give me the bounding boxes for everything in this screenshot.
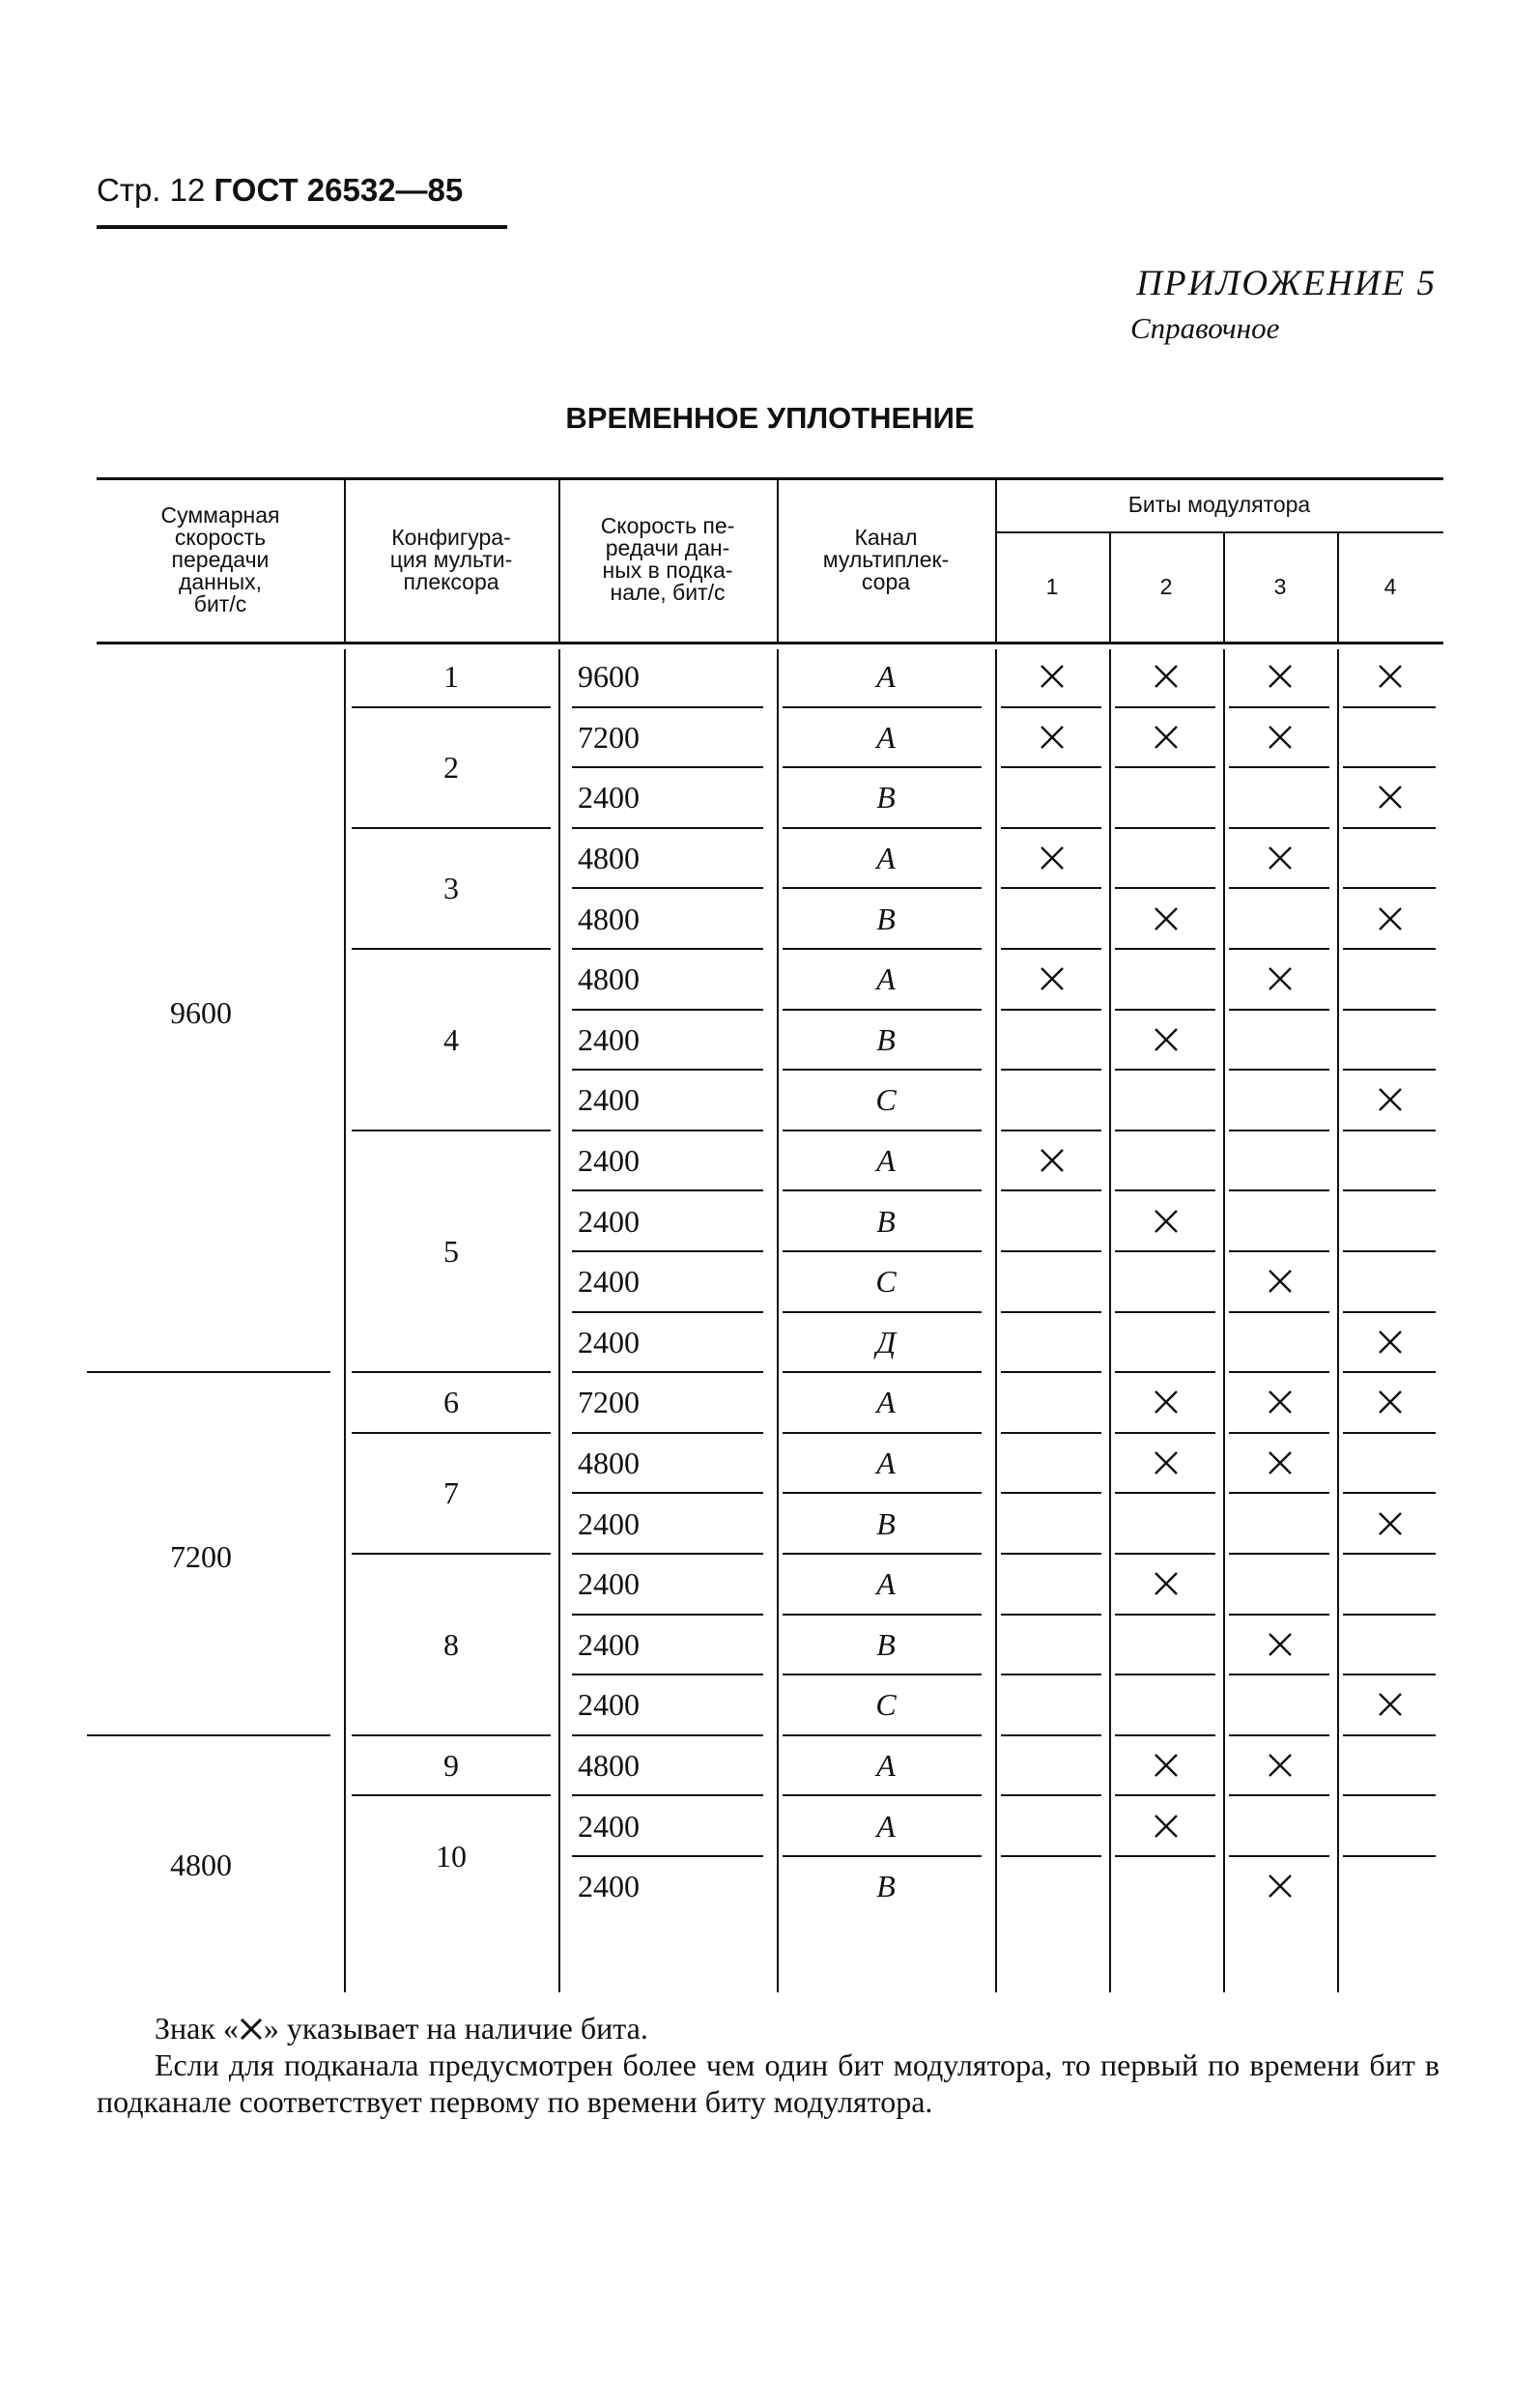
header-total-rate: Суммарная скорость передачи данных, бит/с bbox=[160, 501, 280, 616]
bit-row-rule bbox=[1001, 827, 1101, 829]
bit-row-rule bbox=[1001, 1674, 1101, 1675]
channel-row-rule bbox=[783, 1250, 982, 1252]
channel-cell: В bbox=[876, 1869, 896, 1904]
bit-row-rule bbox=[1115, 1432, 1215, 1434]
bit-row-rule bbox=[1001, 1250, 1101, 1252]
configuration-group-rule bbox=[352, 1130, 551, 1131]
rate-row-rule bbox=[572, 1794, 763, 1796]
channel-cell: А bbox=[876, 1566, 896, 1602]
channel-row-rule bbox=[783, 766, 982, 768]
channel-row-rule bbox=[783, 1069, 982, 1071]
channel-row-rule bbox=[783, 1492, 982, 1494]
bit-row-rule bbox=[1001, 1371, 1101, 1373]
cross-mark-icon bbox=[1223, 1254, 1337, 1309]
subchannel-rate-cell: 2400 bbox=[578, 1143, 640, 1179]
configuration-cell: 8 bbox=[443, 1626, 459, 1662]
rate-row-rule bbox=[572, 1250, 763, 1252]
subchannel-rate-cell: 4800 bbox=[578, 961, 640, 997]
bit-row-rule bbox=[1343, 948, 1436, 950]
subchannel-rate-cell: 4800 bbox=[578, 1748, 640, 1784]
bit-row-rule bbox=[1115, 1855, 1215, 1857]
bit-row-rule bbox=[1343, 1009, 1436, 1011]
subchannel-rate-cell: 2400 bbox=[578, 1566, 640, 1602]
header-configuration: Конфигура- ция мульти- плексора bbox=[389, 524, 513, 594]
bit-row-rule bbox=[1115, 1130, 1215, 1131]
rate-row-rule bbox=[572, 1371, 763, 1373]
cross-mark-icon bbox=[995, 649, 1109, 704]
bit-row-rule bbox=[1115, 827, 1215, 829]
subchannel-rate-cell: 2400 bbox=[578, 1082, 640, 1118]
total-rate-group-rule bbox=[87, 1371, 330, 1373]
channel-row-rule bbox=[783, 1855, 982, 1857]
header-bit-2: 2 bbox=[1159, 573, 1173, 599]
bit-row-rule bbox=[1343, 1734, 1436, 1736]
configuration-group-rule bbox=[352, 1794, 551, 1796]
channel-cell: В bbox=[876, 901, 896, 936]
subchannel-rate-cell: 2400 bbox=[578, 1324, 640, 1359]
header-channel: Канал мультиплек- сора bbox=[822, 524, 950, 594]
page-number: Стр. 12 bbox=[97, 172, 206, 208]
subchannel-rate-cell: 2400 bbox=[578, 1203, 640, 1239]
channel-row-rule bbox=[783, 1674, 982, 1675]
cross-mark-icon bbox=[1223, 1617, 1337, 1673]
configuration-cell: 9 bbox=[443, 1748, 459, 1784]
configuration-group-rule bbox=[352, 948, 551, 950]
subchannel-rate-cell: 9600 bbox=[578, 659, 640, 695]
configuration-group-rule bbox=[352, 706, 551, 708]
cross-mark-icon bbox=[1337, 1315, 1443, 1370]
cross-mark-icon bbox=[1223, 649, 1337, 704]
channel-row-rule bbox=[783, 887, 982, 889]
appendix-type: Справочное bbox=[1130, 311, 1280, 345]
bit-row-rule bbox=[1115, 1069, 1215, 1071]
channel-cell: В bbox=[876, 1626, 896, 1662]
bit-row-rule bbox=[1229, 827, 1329, 829]
bit-row-rule bbox=[1001, 1794, 1101, 1796]
rate-row-rule bbox=[572, 1311, 763, 1313]
header-rule bbox=[97, 225, 507, 229]
cross-mark-icon bbox=[1337, 1375, 1443, 1430]
rate-row-rule bbox=[572, 1130, 763, 1131]
header-bit-3: 3 bbox=[1273, 573, 1287, 599]
cross-mark-icon bbox=[1109, 1557, 1223, 1612]
rate-row-rule bbox=[572, 827, 763, 829]
cross-mark-icon bbox=[1337, 1677, 1443, 1732]
bit-row-rule bbox=[1001, 1130, 1101, 1131]
configuration-group-rule bbox=[352, 1734, 551, 1736]
channel-row-rule bbox=[783, 827, 982, 829]
channel-cell: А bbox=[876, 659, 896, 695]
page-header bbox=[97, 172, 463, 209]
bit-row-rule bbox=[1115, 1371, 1215, 1373]
header-subchannel-rate: Скорость пе- редачи дан- ных в подка- нале, бит/с bbox=[600, 513, 735, 605]
bit-row-rule bbox=[1115, 1311, 1215, 1313]
configuration-cell: 6 bbox=[443, 1385, 459, 1420]
bit-row-rule bbox=[1115, 1674, 1215, 1675]
bit-row-rule bbox=[1343, 1311, 1436, 1313]
bit-row-rule bbox=[1229, 1734, 1329, 1736]
bit-row-rule bbox=[1343, 1855, 1436, 1857]
channel-row-rule bbox=[783, 1794, 982, 1796]
total-rate-cell: 7200 bbox=[170, 1538, 232, 1574]
cross-mark-icon bbox=[1109, 649, 1223, 704]
channel-cell: А bbox=[876, 1143, 896, 1179]
bit-row-rule bbox=[1229, 948, 1329, 950]
configuration-cell: 2 bbox=[443, 750, 459, 786]
channel-row-rule bbox=[783, 1371, 982, 1373]
bit-row-rule bbox=[1343, 887, 1436, 889]
channel-cell: В bbox=[876, 1021, 896, 1057]
bit-row-rule bbox=[1229, 1855, 1329, 1857]
rate-row-rule bbox=[572, 1189, 763, 1191]
configuration-cell: 7 bbox=[443, 1475, 459, 1511]
cross-mark-icon bbox=[1337, 649, 1443, 704]
bit-row-rule bbox=[1115, 766, 1215, 768]
bit-row-rule bbox=[1343, 1371, 1436, 1373]
bit-row-rule bbox=[1115, 706, 1215, 708]
bit-row-rule bbox=[1115, 1734, 1215, 1736]
header-bit-4: 4 bbox=[1383, 573, 1397, 599]
bit-row-rule bbox=[1115, 1614, 1215, 1616]
header-bit-1: 1 bbox=[1045, 573, 1059, 599]
bit-row-rule bbox=[1229, 1614, 1329, 1616]
subchannel-rate-cell: 2400 bbox=[578, 1687, 640, 1723]
bit-row-rule bbox=[1343, 1069, 1436, 1071]
total-rate-cell: 9600 bbox=[170, 994, 232, 1030]
configuration-group-rule bbox=[352, 1371, 551, 1373]
bit-row-rule bbox=[1343, 1794, 1436, 1796]
channel-cell: А bbox=[876, 719, 896, 755]
cross-mark-icon bbox=[1337, 891, 1443, 946]
bit-row-rule bbox=[1001, 1614, 1101, 1616]
channel-row-rule bbox=[783, 1614, 982, 1616]
channel-cell: А bbox=[876, 1445, 896, 1481]
bit-row-rule bbox=[1001, 766, 1101, 768]
channel-row-rule bbox=[783, 706, 982, 708]
bit-row-rule bbox=[1343, 1553, 1436, 1555]
configuration-group-rule bbox=[352, 1432, 551, 1434]
configuration-cell: 5 bbox=[443, 1233, 459, 1269]
total-rate-cell: 4800 bbox=[170, 1847, 232, 1883]
bit-row-rule bbox=[1001, 1855, 1101, 1857]
cross-mark-icon bbox=[1223, 952, 1337, 1007]
bit-row-rule bbox=[1115, 948, 1215, 950]
configuration-cell: 10 bbox=[436, 1838, 467, 1874]
channel-row-rule bbox=[783, 1311, 982, 1313]
bit-row-rule bbox=[1001, 1189, 1101, 1191]
bit-row-rule bbox=[1229, 1069, 1329, 1071]
bit-row-rule bbox=[1115, 1553, 1215, 1555]
bit-row-rule bbox=[1229, 1432, 1329, 1434]
bit-row-rule bbox=[1343, 1189, 1436, 1191]
bit-row-rule bbox=[1229, 706, 1329, 708]
bit-row-rule bbox=[1229, 1009, 1329, 1011]
bit-row-rule bbox=[1001, 887, 1101, 889]
bit-row-rule bbox=[1115, 887, 1215, 889]
rate-row-rule bbox=[572, 1674, 763, 1675]
channel-row-rule bbox=[783, 1553, 982, 1555]
bit-row-rule bbox=[1229, 1794, 1329, 1796]
rate-row-rule bbox=[572, 1734, 763, 1736]
bit-row-rule bbox=[1001, 706, 1101, 708]
cross-mark-icon bbox=[1109, 1375, 1223, 1430]
bit-row-rule bbox=[1229, 766, 1329, 768]
bit-row-rule bbox=[1115, 1009, 1215, 1011]
channel-cell: А bbox=[876, 1385, 896, 1420]
channel-row-rule bbox=[783, 1189, 982, 1191]
channel-row-rule bbox=[783, 1130, 982, 1131]
rate-row-rule bbox=[572, 766, 763, 768]
channel-row-rule bbox=[783, 1432, 982, 1434]
channel-cell: В bbox=[876, 780, 896, 816]
bit-row-rule bbox=[1229, 1189, 1329, 1191]
cross-mark-icon bbox=[995, 710, 1109, 765]
cross-mark-icon bbox=[1337, 1073, 1443, 1128]
bit-row-rule bbox=[1115, 1250, 1215, 1252]
subchannel-rate-cell: 4800 bbox=[578, 1445, 640, 1481]
bit-row-rule bbox=[1229, 1130, 1329, 1131]
channel-cell: А bbox=[876, 1748, 896, 1784]
body-column-divider bbox=[558, 649, 560, 1992]
cross-mark-icon bbox=[1109, 891, 1223, 946]
channel-cell: А bbox=[876, 841, 896, 876]
bit-order-note: Если для подканала предусмотрен более чем один бит модулятора, то первый по времени бит в подканале соответствует первому по времени биту модулятора. bbox=[97, 2047, 1440, 2119]
bit-row-rule bbox=[1229, 1250, 1329, 1252]
subchannel-rate-cell: 2400 bbox=[578, 1021, 640, 1057]
rate-row-rule bbox=[572, 948, 763, 950]
channel-row-rule bbox=[783, 1734, 982, 1736]
cross-mark-icon bbox=[1109, 1013, 1223, 1068]
cross-mark-icon bbox=[239, 2017, 264, 2042]
channel-cell: С bbox=[875, 1082, 897, 1118]
configuration-cell: 4 bbox=[443, 1021, 459, 1057]
rate-row-rule bbox=[572, 1553, 763, 1555]
bit-row-rule bbox=[1229, 1674, 1329, 1675]
bit-row-rule bbox=[1115, 1794, 1215, 1796]
cross-mark-icon bbox=[1223, 1738, 1337, 1793]
cross-mark-icon bbox=[1109, 710, 1223, 765]
cross-mark-icon bbox=[1223, 710, 1337, 765]
rate-row-rule bbox=[572, 1492, 763, 1494]
cross-mark-icon bbox=[1109, 1193, 1223, 1248]
bit-row-rule bbox=[1343, 706, 1436, 708]
table-notes bbox=[97, 2010, 1440, 2120]
subchannel-rate-cell: 2400 bbox=[578, 1505, 640, 1541]
bit-row-rule bbox=[1343, 766, 1436, 768]
cross-mark-icon bbox=[1337, 1496, 1443, 1551]
table-title: ВРЕМЕННОЕ УПЛОТНЕНИЕ bbox=[565, 401, 975, 435]
channel-cell: С bbox=[875, 1687, 897, 1723]
channel-row-rule bbox=[783, 1009, 982, 1011]
configuration-cell: 1 bbox=[443, 659, 459, 695]
bit-row-rule bbox=[1001, 1432, 1101, 1434]
bit-row-rule bbox=[1001, 1492, 1101, 1494]
cross-mark-icon bbox=[1337, 770, 1443, 825]
subchannel-rate-cell: 2400 bbox=[578, 1264, 640, 1300]
subchannel-rate-cell: 4800 bbox=[578, 841, 640, 876]
bit-row-rule bbox=[1229, 887, 1329, 889]
channel-row-rule bbox=[783, 948, 982, 950]
cross-mark-icon bbox=[1223, 831, 1337, 886]
channel-cell: А bbox=[876, 961, 896, 997]
subchannel-rate-cell: 2400 bbox=[578, 1808, 640, 1844]
channel-cell: Д bbox=[875, 1324, 897, 1359]
subchannel-rate-cell: 2400 bbox=[578, 1626, 640, 1662]
rate-row-rule bbox=[572, 1614, 763, 1616]
rate-row-rule bbox=[572, 1432, 763, 1434]
bit-row-rule bbox=[1001, 948, 1101, 950]
configuration-cell: 3 bbox=[443, 871, 459, 906]
cross-mark-icon bbox=[1223, 1375, 1337, 1430]
cross-mark-icon bbox=[1109, 1436, 1223, 1491]
bit-row-rule bbox=[1001, 1553, 1101, 1555]
subchannel-rate-cell: 7200 bbox=[578, 1385, 640, 1420]
subchannel-rate-cell: 7200 bbox=[578, 719, 640, 755]
configuration-group-rule bbox=[352, 1553, 551, 1555]
cross-mark-icon bbox=[1109, 1738, 1223, 1793]
subchannel-rate-cell: 2400 bbox=[578, 1869, 640, 1904]
bit-row-rule bbox=[1229, 1492, 1329, 1494]
bit-row-rule bbox=[1115, 1189, 1215, 1191]
bit-row-rule bbox=[1343, 1492, 1436, 1494]
rate-row-rule bbox=[572, 1069, 763, 1071]
table-header-rule bbox=[97, 642, 1443, 644]
bit-row-rule bbox=[1343, 1674, 1436, 1675]
channel-cell: В bbox=[876, 1203, 896, 1239]
appendix-label: ПРИЛОЖЕНИЕ 5 bbox=[1136, 264, 1437, 303]
bit-row-rule bbox=[1001, 1311, 1101, 1313]
bit-row-rule bbox=[1001, 1009, 1101, 1011]
bit-row-rule bbox=[1343, 1250, 1436, 1252]
cross-mark-icon bbox=[995, 952, 1109, 1007]
bit-row-rule bbox=[1343, 1432, 1436, 1434]
standard-number: ГОСТ 26532—85 bbox=[214, 172, 464, 208]
bit-row-rule bbox=[1343, 827, 1436, 829]
configuration-group-rule bbox=[352, 827, 551, 829]
bit-row-rule bbox=[1001, 1069, 1101, 1071]
channel-cell: С bbox=[875, 1264, 897, 1300]
cross-mark-icon bbox=[995, 831, 1109, 886]
bit-row-rule bbox=[1343, 1614, 1436, 1616]
bit-row-rule bbox=[1229, 1311, 1329, 1313]
cross-mark-icon bbox=[1223, 1859, 1337, 1914]
channel-cell: А bbox=[876, 1808, 896, 1844]
cross-mark-icon bbox=[1109, 1798, 1223, 1853]
rate-row-rule bbox=[572, 1855, 763, 1857]
rate-row-rule bbox=[572, 1009, 763, 1011]
bit-row-rule bbox=[1001, 1734, 1101, 1736]
total-rate-group-rule bbox=[87, 1734, 330, 1736]
channel-cell: В bbox=[876, 1505, 896, 1541]
bit-row-rule bbox=[1229, 1553, 1329, 1555]
rate-row-rule bbox=[572, 706, 763, 708]
cross-mark-icon bbox=[995, 1133, 1109, 1188]
subchannel-rate-cell: 4800 bbox=[578, 901, 640, 936]
bit-row-rule bbox=[1229, 1371, 1329, 1373]
subchannel-rate-cell: 2400 bbox=[578, 780, 640, 816]
cross-mark-icon bbox=[1223, 1436, 1337, 1491]
rate-row-rule bbox=[572, 887, 763, 889]
header-modulator-bits: Биты модулятора bbox=[1127, 491, 1311, 517]
sign-note: Знак « » указывает на наличие бита. bbox=[155, 2011, 648, 2046]
bit-row-rule bbox=[1115, 1492, 1215, 1494]
bit-row-rule bbox=[1343, 1130, 1436, 1131]
